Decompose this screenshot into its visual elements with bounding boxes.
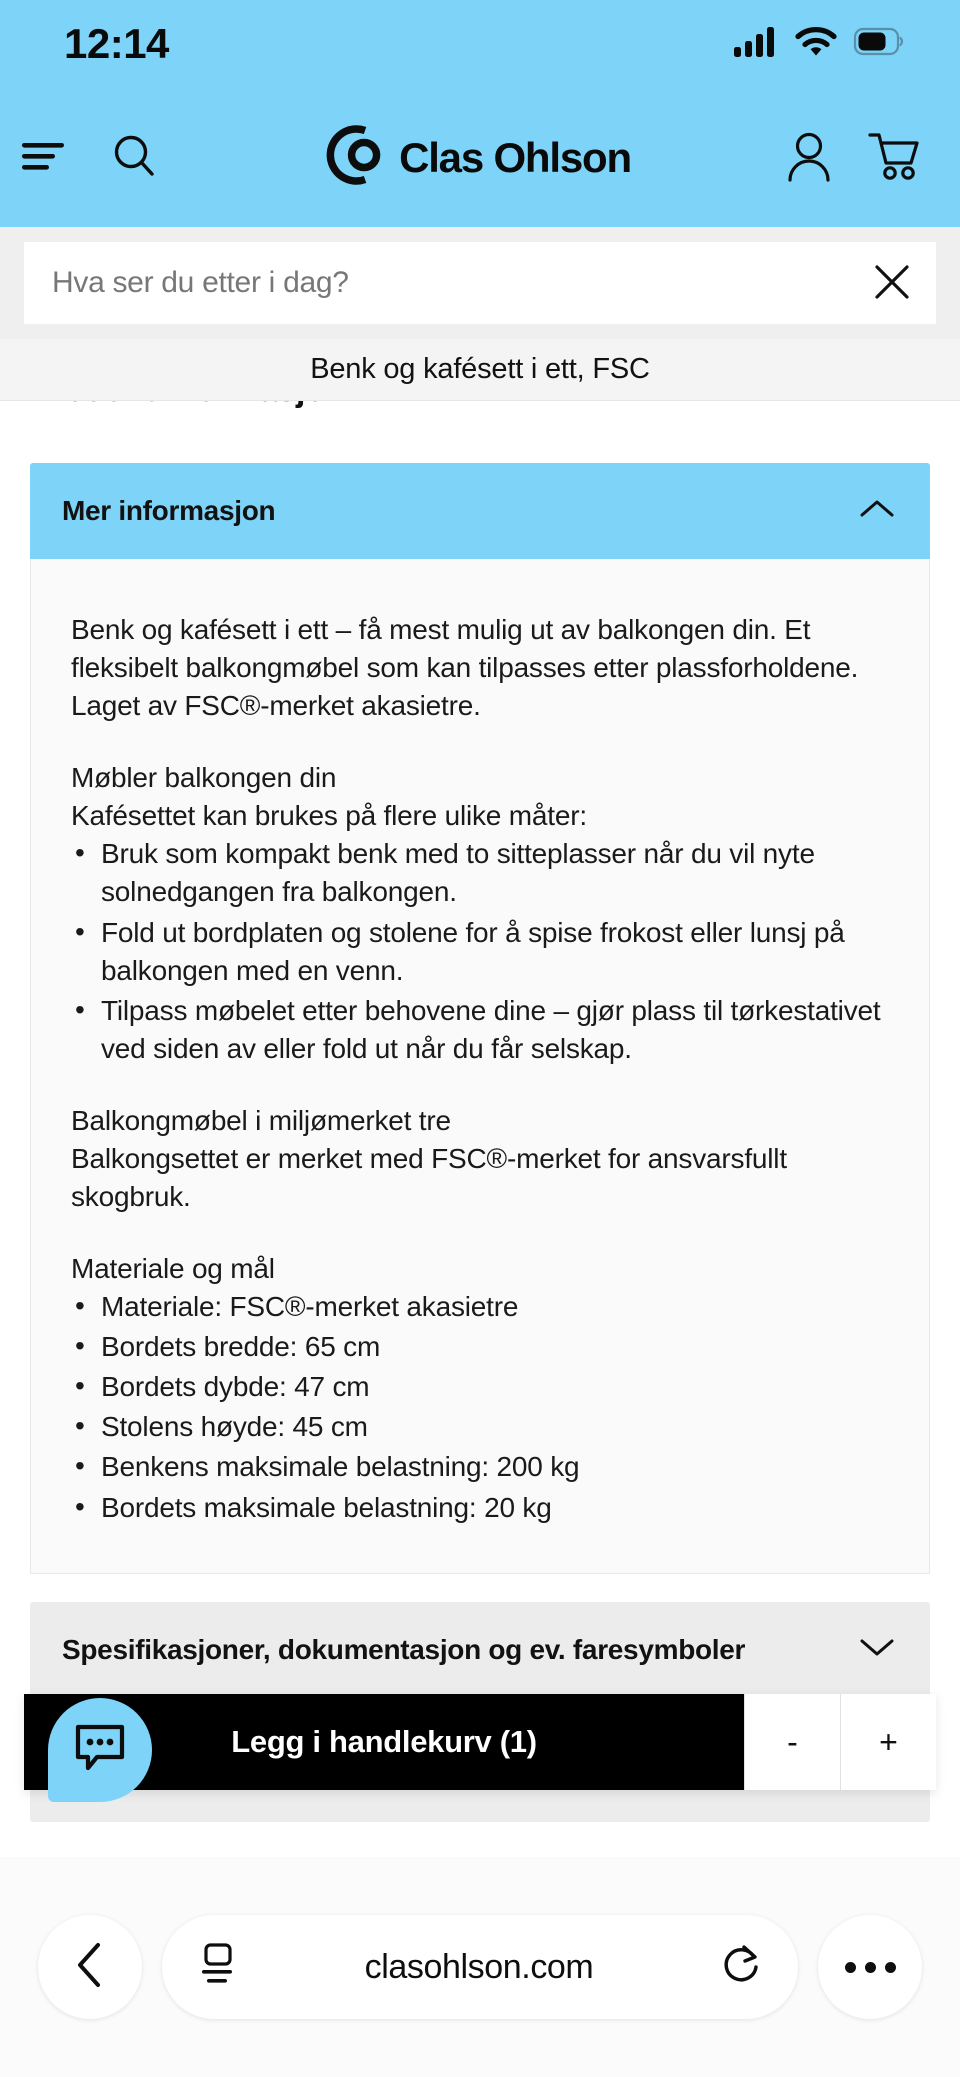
product-block1-heading: Møbler balkongen din	[71, 762, 337, 794]
search-zone	[0, 227, 960, 339]
list-item: • Materiale: FSC®-merket akasietre	[71, 1288, 889, 1326]
sticky-product-title-bar	[0, 339, 960, 401]
clas-ohlson-logo-text: Clas Ohlson	[399, 133, 631, 181]
header-search-button[interactable]	[112, 134, 156, 181]
hamburger-menu-button[interactable]	[22, 141, 64, 174]
chevron-left-back-icon	[76, 1942, 104, 1993]
reload-icon[interactable]	[722, 1943, 762, 1992]
product-spec-list	[71, 1288, 889, 1526]
list-item: • Bordets maksimale belastning: 20 kg	[71, 1489, 889, 1527]
search-field-wrapper[interactable]	[24, 242, 936, 324]
wifi-icon	[795, 26, 837, 62]
accordion-title: Mer informasjon	[62, 495, 276, 526]
list-item: • Bordets bredde: 65 cm	[71, 1328, 889, 1366]
browser-back-button[interactable]	[38, 1915, 142, 2019]
search-input[interactable]: Hva ser du etter i dag?	[52, 266, 349, 299]
accordion-mer-informasjon	[30, 463, 930, 1574]
shopping-cart-icon	[868, 131, 920, 184]
chevron-down-icon	[860, 1636, 894, 1663]
accordion-title: Spesifikasjoner, dokumentasjon og ev. faresymboler	[62, 1633, 746, 1665]
product-usage-list	[71, 835, 889, 1067]
product-block1-lead: Kafésettet kan brukes på flere ulike måter:	[71, 800, 587, 832]
quantity-decrease-button[interactable]: -	[744, 1694, 840, 1790]
product-block3-heading: Materiale og mål	[71, 1253, 275, 1285]
user-account-button[interactable]	[786, 131, 832, 184]
clas-ohlson-logo-mark	[329, 125, 385, 190]
product-block2-text: Balkongsettet er merket med FSC®-merket for ansvarsfullt skogbruk.	[71, 1142, 787, 1213]
page-content	[0, 401, 960, 2077]
user-account-icon	[786, 131, 832, 184]
chat-support-button[interactable]	[48, 1698, 152, 1802]
browser-more-options-button[interactable]	[818, 1915, 922, 2019]
status-bar-clock: 12:14	[64, 20, 169, 67]
battery-icon	[854, 28, 904, 60]
accordion-spesifikasjoner	[30, 1602, 930, 1698]
list-item: • Tilpass møbelet etter behovene dine – gjør plass til tørkestativet ved siden av eller fold ut når du får selskap.	[71, 992, 889, 1068]
add-to-cart-label: Legg i handlekurv (1)	[231, 1724, 537, 1759]
list-item: • Stolens høyde: 45 cm	[71, 1408, 889, 1446]
close-x-icon	[874, 264, 910, 303]
quantity-increase-button[interactable]: +	[840, 1694, 936, 1790]
list-item: • Fold ut bordplaten og stolene for å spise frokost eller lunsj på balkongen med en venn.	[71, 914, 889, 990]
search-icon	[112, 134, 156, 181]
site-header	[0, 88, 960, 227]
product-intro-paragraph: Benk og kafésett i ett – få mest mulig ut av balkongen din. Et fleksibelt balkongmøbel som kan tilpasses etter plassforholdene. Laget av FSC®-merket akasietre.	[71, 614, 859, 722]
list-item: • Bordets dybde: 47 cm	[71, 1368, 889, 1406]
more-options-icon	[845, 1962, 896, 1973]
search-clear-button[interactable]	[874, 264, 910, 303]
browser-bottom-bar	[0, 1857, 960, 2077]
status-bar	[0, 0, 960, 88]
chat-bubble-icon	[73, 1722, 127, 1779]
accordion-body-mer-informasjon	[30, 559, 930, 1574]
sticky-add-to-cart-bar	[24, 1694, 936, 1790]
accordion-header-mer-informasjon[interactable]	[30, 463, 930, 559]
browser-url-text: clasohlson.com	[364, 1947, 594, 1986]
clas-ohlson-logo[interactable]	[329, 125, 631, 190]
reader-view-icon[interactable]	[198, 1943, 236, 1992]
status-bar-indicators	[734, 26, 904, 62]
accordion-list	[0, 463, 960, 1850]
list-item: • Benkens maksimale belastning: 200 kg	[71, 1448, 889, 1486]
sticky-product-title: Benk og kafésett i ett, FSC	[310, 353, 650, 385]
shopping-cart-button[interactable]	[868, 131, 920, 184]
product-block2-heading: Balkongmøbel i miljømerket tre	[71, 1104, 451, 1136]
browser-url-bar[interactable]	[162, 1915, 798, 2019]
list-item: • Bruk som kompakt benk med to sitteplasser når du vil nyte solnedgangen fra balkongen.	[71, 835, 889, 911]
hamburger-menu-icon	[22, 141, 64, 174]
cellular-signal-icon	[734, 27, 778, 62]
accordion-header-spesifikasjoner[interactable]	[30, 1602, 930, 1698]
chevron-up-icon	[860, 498, 894, 525]
